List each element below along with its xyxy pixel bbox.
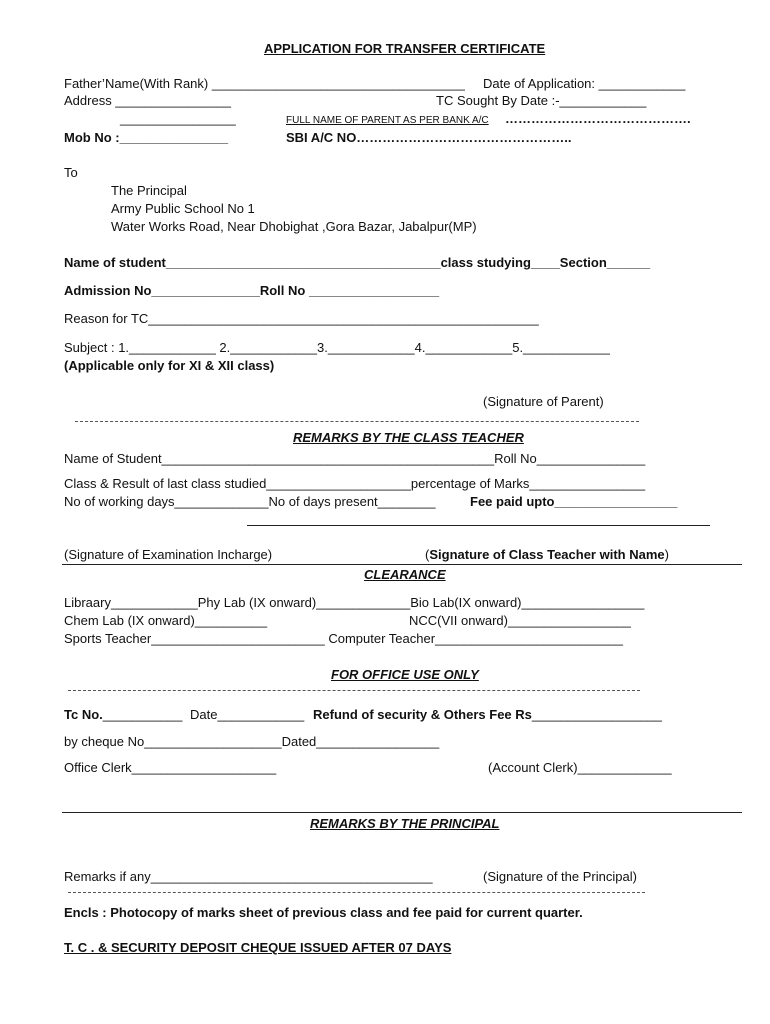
account-clerk-field[interactable]: (Account Clerk)_____________ [488,760,672,775]
divider-dashed-3 [68,892,645,893]
cheque-field[interactable]: by cheque No___________________Dated_________________ [64,734,440,749]
father-name-field[interactable]: Father’Name(With Rank) ___________________________________ [64,76,465,91]
subjects-field[interactable]: Subject : 1.____________ 2.____________3.____________4.____________5.____________ [64,340,610,355]
office-date-field[interactable]: Date____________ [190,707,305,722]
ncc-field[interactable]: NCC(VII onward)_________________ [409,613,631,628]
principal-heading: REMARKS BY THE PRINCIPAL [310,816,500,831]
issue-note: T. C . & SECURITY DEPOSIT CHEQUE ISSUED AFTER 07 DAYS [64,940,452,955]
office-use-heading: FOR OFFICE USE ONLY [331,667,479,682]
class-teacher-signature-label: (Signature of Class Teacher with Name) [425,547,669,562]
tc-no-field[interactable]: Tc No.___________ [64,707,183,722]
refund-field[interactable]: Refund of security & Others Fee Rs__________________ [313,707,663,722]
applicable-note: (Applicable only for XI & XII class) [64,358,275,373]
chem-lab-field[interactable]: Chem Lab (IX onward)__________ [64,613,268,628]
tc-sought-date-field[interactable]: TC Sought By Date :-____________ [436,93,647,108]
addressee-line-2: Army Public School No 1 [111,201,255,216]
reason-for-tc-field[interactable]: Reason for TC______________________________________________________ [64,311,539,326]
addressee-line-3: Water Works Road, Near Dhobighat ,Gora Bazar, Jabalpur(MP) [111,219,477,234]
full-name-parent-dots[interactable]: ……………………………………. [505,111,691,126]
principal-signature-label: (Signature of the Principal) [483,869,637,884]
to-label: To [64,165,78,180]
full-name-parent-label: FULL NAME OF PARENT AS PER BANK A/C [286,115,489,126]
section-rule-2 [62,812,742,813]
divider-dashed-1 [75,421,639,422]
parent-signature-label: (Signature of Parent) [483,394,604,409]
divider-dashed-2 [68,690,640,691]
form-title: APPLICATION FOR TRANSFER CERTIFICATE [264,41,546,56]
enclosures-note: Encls : Photocopy of marks sheet of previous class and fee paid for current quarter. [64,905,583,920]
signature-line [247,525,710,526]
fee-paid-upto-field[interactable]: Fee paid upto_________________ [470,494,678,509]
class-teacher-heading: REMARKS BY THE CLASS TEACHER [293,430,524,445]
exam-incharge-signature-label: (Signature of Examination Incharge) [64,547,273,562]
date-of-application-field[interactable]: Date of Application: ____________ [483,76,686,91]
clearance-row-1[interactable]: Libraary____________Phy Lab (IX onward)_____________Bio Lab(IX onward)_________________ [64,595,645,610]
address-field[interactable]: Address ________________ [64,93,231,108]
class-result-field[interactable]: Class & Result of last class studied____________________percentage of Marks________________ [64,476,646,491]
clearance-heading: CLEARANCE [364,567,446,582]
section-rule-1 [62,564,742,565]
student-name-field[interactable]: Name of student______________________________________class studying____Section______ [64,255,651,270]
address-line-2[interactable]: ________________ [120,111,236,126]
mob-no-field[interactable]: Mob No :_______________ [64,130,229,145]
sbi-account-field[interactable]: SBI A/C NO………………………………………….. [286,130,572,145]
clearance-row-3[interactable]: Sports Teacher________________________ Computer Teacher__________________________ [64,631,624,646]
admission-no-field[interactable]: Admission No_______________Roll No __________________ [64,283,440,298]
addressee-line-1: The Principal [111,183,187,198]
working-days-field[interactable]: No of working days_____________No of days present________ [64,494,436,509]
principal-remarks-field[interactable]: Remarks if any_______________________________________ [64,869,433,884]
teacher-student-name-field[interactable]: Name of Student______________________________________________Roll No_______________ [64,451,646,466]
office-clerk-field[interactable]: Office Clerk____________________ [64,760,277,775]
